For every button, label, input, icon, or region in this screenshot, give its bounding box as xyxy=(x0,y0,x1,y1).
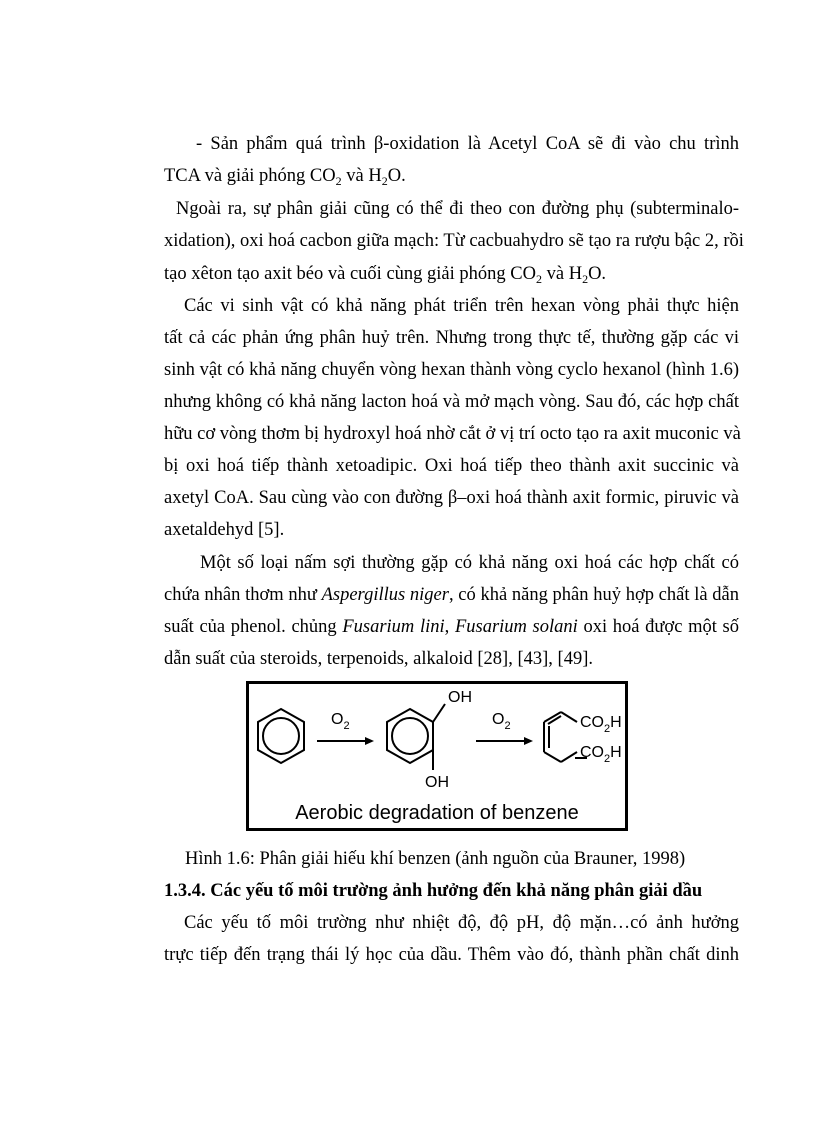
text: O. xyxy=(387,166,406,186)
text: TCA và giải phóng CO xyxy=(164,166,336,186)
text: và H xyxy=(341,166,382,186)
text: oxi hoá được một số xyxy=(577,617,739,637)
paragraph-line xyxy=(164,943,739,967)
text: trực tiếp đến trạng thái lý học của dầu. Thêm vào đó, thành phần chất dinh xyxy=(164,945,739,965)
text: O. xyxy=(588,264,607,284)
text: hữu cơ vòng thơm bị hydroxyl hoá nhờ cắt ở vị trí octo tạo ra axit muconic và xyxy=(164,424,741,444)
text: bị oxi hoá tiếp thành xetoadipic. Oxi hoá tiếp theo thành axit succinic và xyxy=(164,456,739,476)
paragraph-line xyxy=(164,164,739,188)
text: tất cả các phản ứng phân huỷ trên. Nhưng trong thực tế, thường gặp các vi xyxy=(164,328,739,348)
italic-species-name: Aspergillus niger xyxy=(321,585,449,605)
text: dẫn suất của steroids, terpenoids, alkaloid [28], [43], [49]. xyxy=(164,649,593,669)
figure-caption: Hình 1.6: Phân giải hiếu khí benzen (ảnh nguồn của Brauner, 1998) xyxy=(185,849,686,869)
text: Một số loại nấm sợi thường gặp có khả năng oxi hoá các hợp chất có xyxy=(200,553,739,573)
text: xidation), oxi hoá cacbon giữa mạch: Từ cacbuahydro sẽ tạo ra rượu bậc 2, rồi xyxy=(164,231,744,251)
paragraph-line xyxy=(164,229,744,253)
text: và H xyxy=(541,264,583,284)
text: - Sản phẩm quá trình β-oxidation là Acetyl CoA sẽ đi vào chu trình xyxy=(196,134,739,154)
text: axetyl CoA. Sau cùng vào con đường β–oxi hoá thành axit formic, piruvic và xyxy=(164,488,739,508)
text: chứa nhân thơm như xyxy=(164,585,322,605)
text: axetaldehyd [5]. xyxy=(164,520,285,540)
paragraph-line xyxy=(164,358,739,382)
paragraph-line xyxy=(164,647,739,671)
carboxyl-label-top: $CO_2H$ xyxy=(580,714,622,735)
paragraph-line xyxy=(200,551,739,575)
benzene-ring xyxy=(258,709,304,763)
oxygen-label-2: $O_2$ xyxy=(492,711,511,732)
section-heading: 1.3.4. Các yếu tố môi trường ảnh hưởng đến khả năng phân giải dầu xyxy=(164,881,703,901)
subscript: 2 xyxy=(535,272,542,286)
hydroxyl-label-top: OH xyxy=(448,689,472,706)
paragraph-line xyxy=(164,262,739,286)
hydroxyl-label-bottom: OH xyxy=(425,774,449,791)
text: tạo xêton tạo axit béo và cuối cùng giải phóng CO xyxy=(164,264,536,284)
oxygen-label-1: $O_2$ xyxy=(331,711,350,732)
subscript: 2 xyxy=(582,272,589,286)
carboxyl-label-bottom: $CO_2H$ xyxy=(580,744,622,765)
paragraph-line xyxy=(164,422,739,446)
paragraph-line xyxy=(184,294,739,318)
paragraph-line xyxy=(164,615,739,639)
text: sinh vật có khả năng chuyển vòng hexan thành vòng cyclo hexanol (hình 1.6) xyxy=(164,360,739,380)
subscript: 2 xyxy=(335,174,342,188)
subscript: 2 xyxy=(381,174,388,188)
text: Các vi sinh vật có khả năng phát triển trên hexan vòng phải thực hiện xyxy=(184,296,739,316)
italic-species-name: Fusarium solani xyxy=(454,617,578,637)
paragraph-line xyxy=(164,454,739,478)
text: , xyxy=(444,617,455,637)
text: Các yếu tố môi trường như nhiệt độ, độ pH, độ mặn…có ảnh hưởng xyxy=(184,913,739,933)
paragraph-line xyxy=(184,911,739,935)
catechol-ring xyxy=(387,704,445,770)
paragraph-line xyxy=(164,390,739,414)
text: suất của phenol. chủng xyxy=(164,617,343,637)
arrow-2 xyxy=(476,737,533,745)
paragraph-line xyxy=(176,197,739,221)
text: , có khả năng phân huỷ hợp chất là dẫn xyxy=(448,585,739,605)
paragraph-line xyxy=(164,326,739,350)
paragraph-line xyxy=(164,486,739,510)
arrow-1 xyxy=(317,737,374,745)
figure-title: Aerobic degradation of benzene xyxy=(295,802,579,824)
paragraph-line xyxy=(164,583,739,607)
reaction-figure xyxy=(246,681,628,831)
italic-species-name: Fusarium lini xyxy=(342,617,445,637)
text: nhưng không có khả năng lacton hoá và mở mạch vòng. Sau đó, các hợp chất xyxy=(164,392,739,412)
paragraph-line xyxy=(196,132,739,156)
paragraph-line xyxy=(164,518,739,542)
text: Ngoài ra, sự phân giải cũng có thể đi theo con đường phụ (subterminalo- xyxy=(176,199,739,219)
